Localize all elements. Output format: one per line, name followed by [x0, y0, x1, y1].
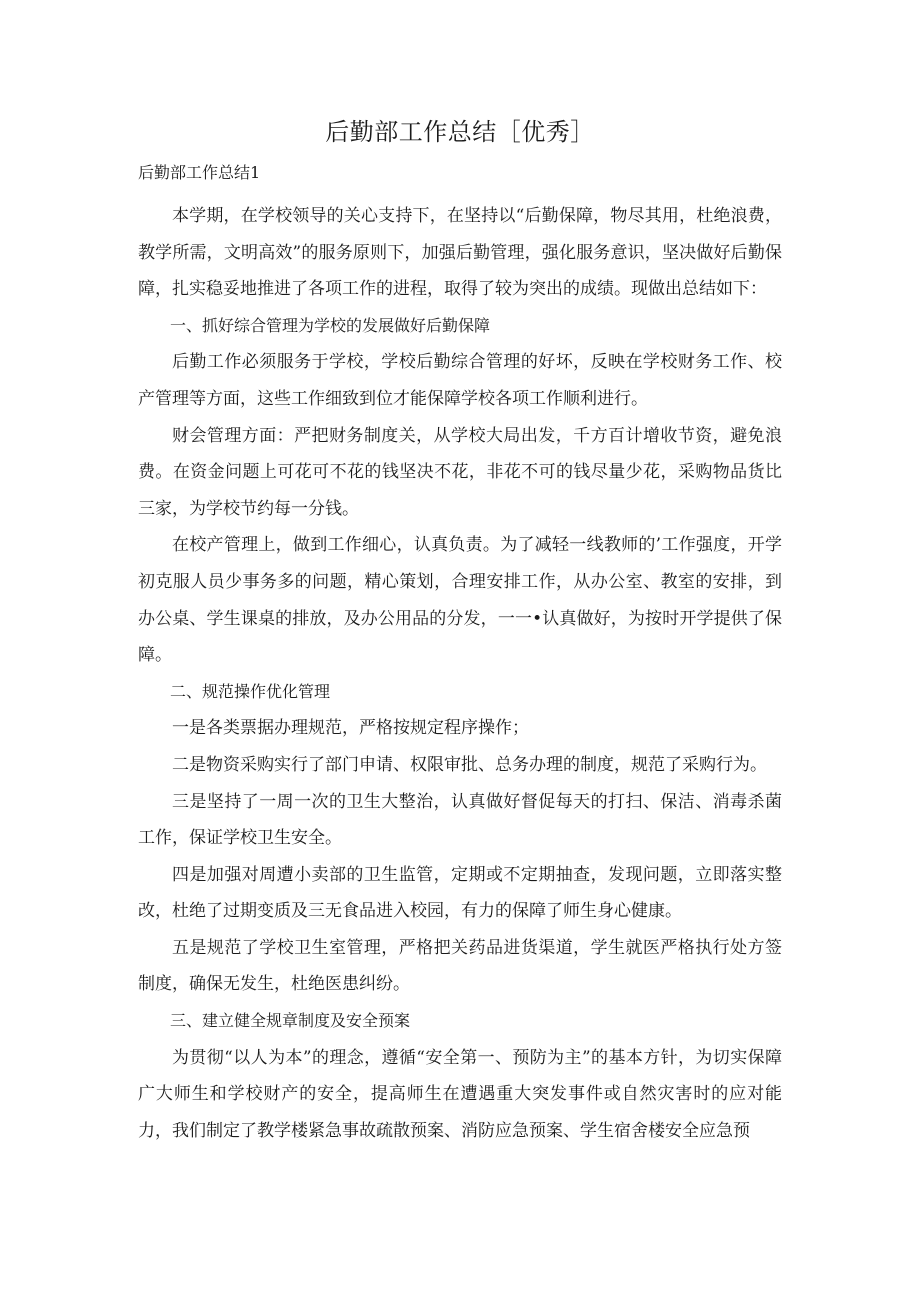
paragraph: 财会管理方面：严把财务制度关，从学校大局出发，千方百计增收节资，避免浪费。在资金问题上可花可不花的钱坚决不花，非花不可的钱尽量少花，采购物品货比三家，为学校节约每一分钱。 [138, 425, 782, 519]
paragraph: 后勤工作必须服务于学校，学校后勤综合管理的好坏，反映在学校财务工作、校产管理等方面，这些工作细致到位才能保障学校各项工作顺利进行。 [138, 352, 782, 409]
section-heading: 一、抓好综合管理为学校的发展做好后勤保障 [170, 315, 491, 335]
section-heading: 三、建立健全规章制度及安全预案 [170, 1011, 411, 1031]
document-title: 后勤部工作总结［优秀］ [325, 118, 595, 146]
paragraph: 三是坚持了一周一次的卫生大整治，认真做好督促每天的打扫、保洁、消毒杀菌工作，保证学校卫生安全。 [138, 791, 782, 849]
paragraph: 一是各类票据办理规范，严格按规定程序操作； [172, 718, 529, 739]
paragraph: 二是物资采购实行了部门申请、权限审批、总务办理的制度，规范了采购行为。 [172, 754, 767, 775]
paragraph: 四是加强对周遭小卖部的卫生监管，定期或不定期抽查，发现问题，立即落实整改，杜绝了过期变质及三无食品进入校园，有力的保障了师生身心健康。 [138, 864, 782, 922]
paragraph: 为贯彻“以人为本”的理念，遵循“安全第一、预防为主”的基本方针，为切实保障广大师生和学校财产的安全，提高师生在遭遇重大突发事件或自然灾害时的应对能力，我们制定了教学楼紧急事故疏散预案、消防应急预案、学生宿舍楼安全应急预 [138, 1047, 782, 1141]
section-heading: 二、规范操作优化管理 [170, 681, 331, 701]
paragraph: 五是规范了学校卫生室管理，严格把关药品进货渠道，学生就医严格执行处方签制度，确保无发生，杜绝医患纠纷。 [138, 937, 782, 995]
document-subtitle: 后勤部工作总结1 [138, 163, 261, 182]
paragraph: 本学期，在学校领导的关心支持下，在坚持以“后勤保障，物尽其用，杜绝浪费，教学所需，文明高效”的服务原则下，加强后勤管理，强化服务意识，坚决做好后勤保障，扎实稳妥地推进了各项工作的进程，取得了较为突出的成绩。现做出总结如下： [138, 206, 782, 300]
document-body [138, 198, 782, 1149]
paragraph: 在校产管理上，做到工作细心，认真负责。为了减轻一线教师的’工作强度，开学初克服人员少事务多的问题，精心策划，合理安排工作，从办公室、教室的安排，到办公桌、学生课桌的排放，及办公用品的分发，一一•认真做好，为按时开学提供了保障。 [138, 535, 782, 666]
